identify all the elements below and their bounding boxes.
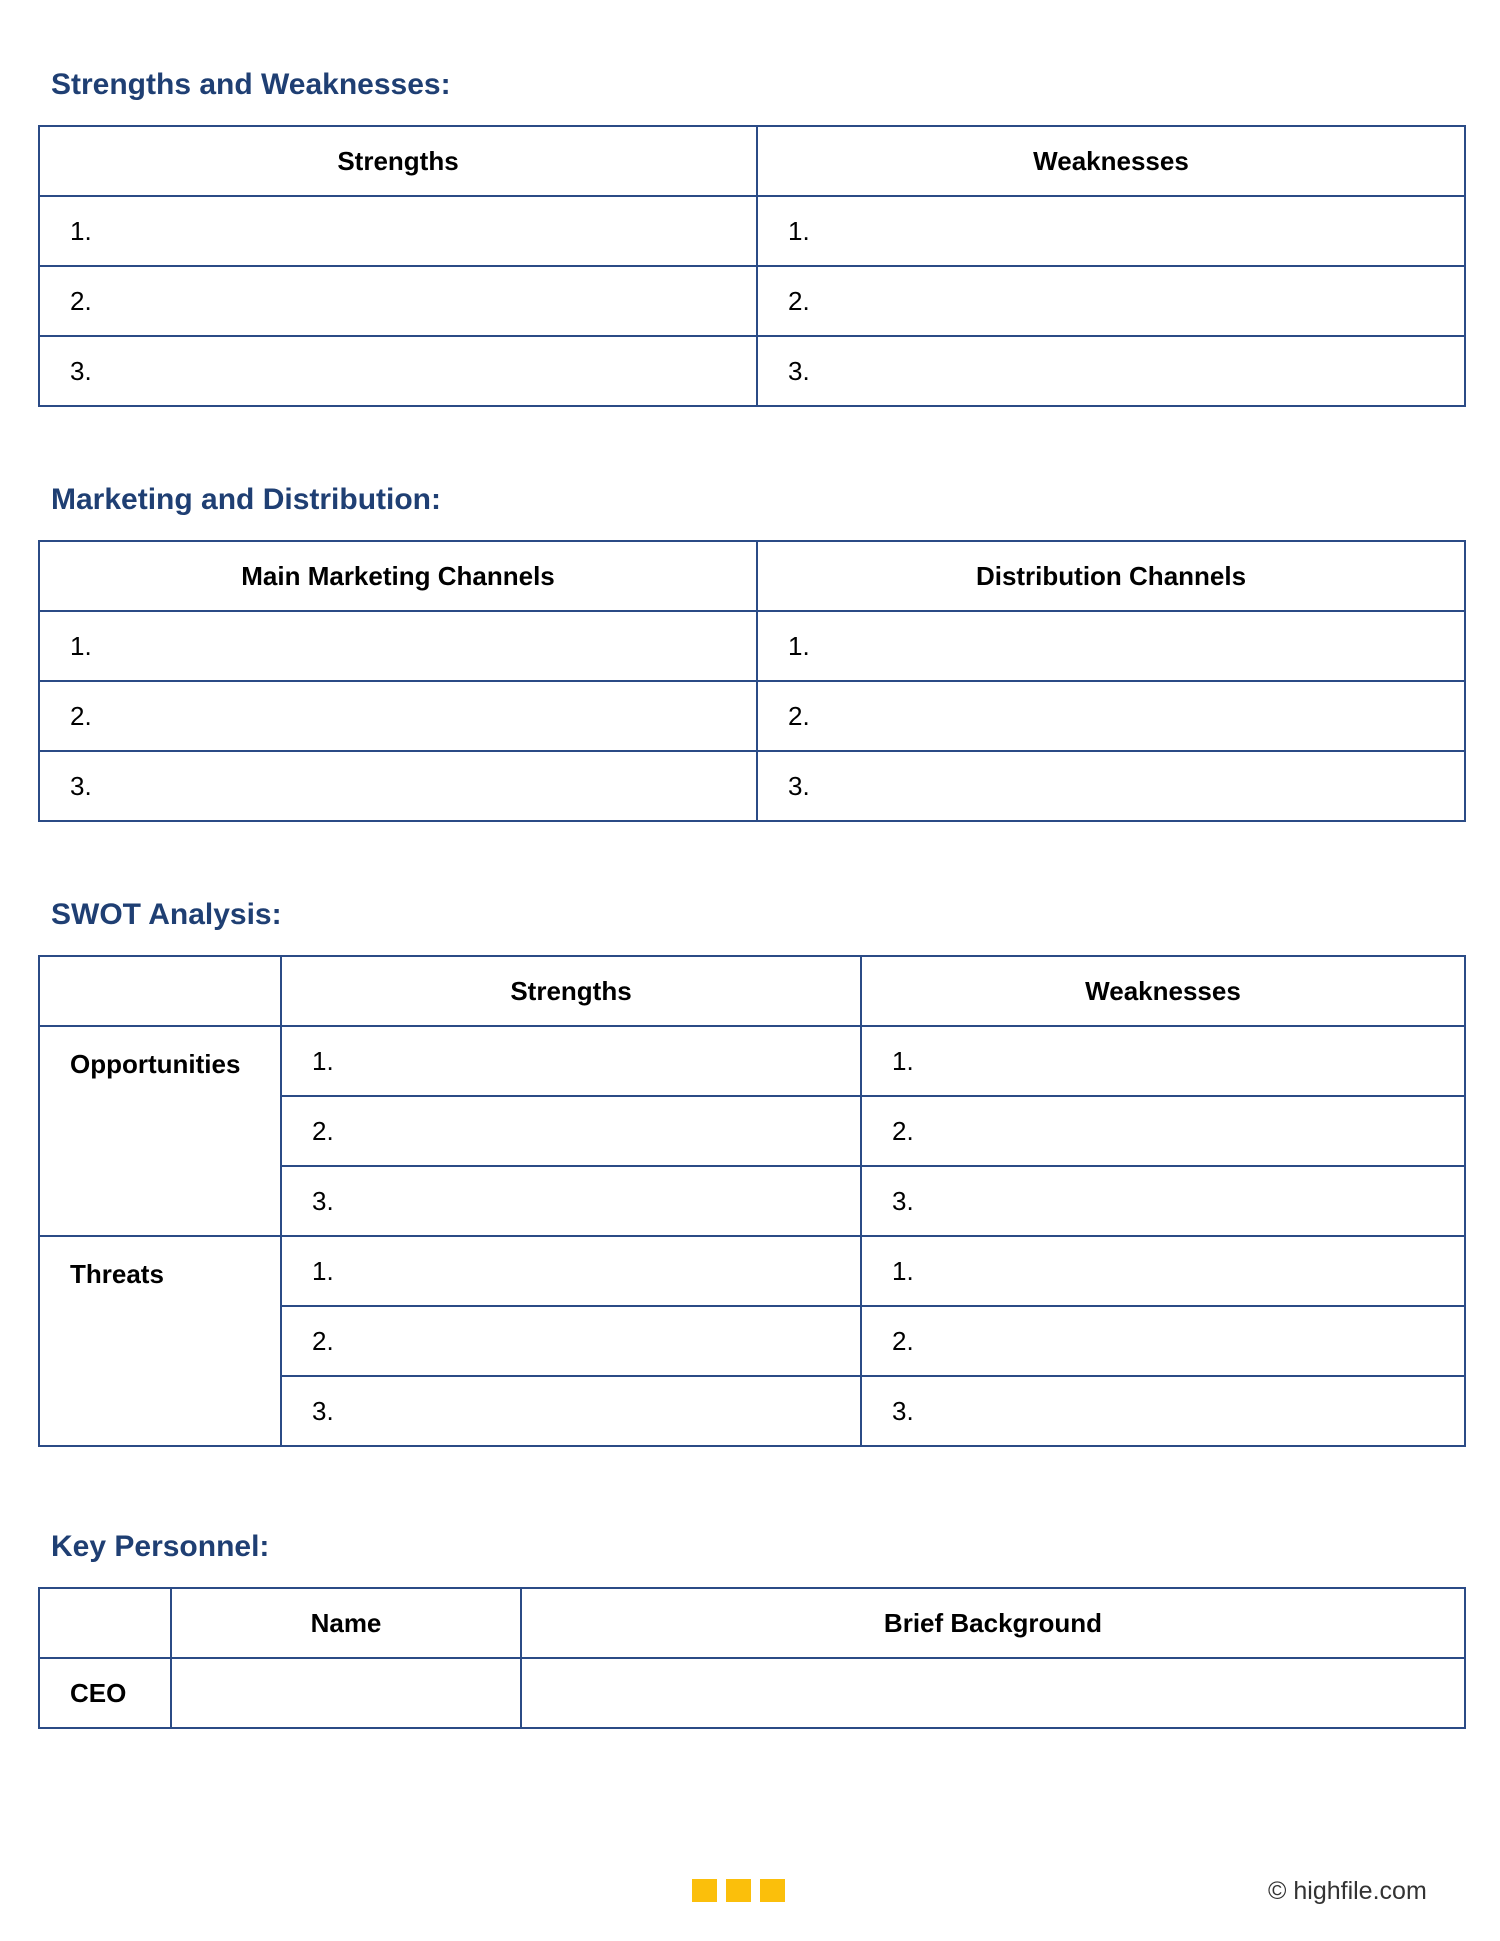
table-cell[interactable]: 2. [757,266,1465,336]
corner-cell [39,1588,171,1658]
table-cell[interactable]: 2. [861,1306,1465,1376]
column-header: Name [171,1588,521,1658]
personnel-table [38,1587,1466,1729]
corner-cell [39,956,281,1026]
section-title-marketing: Marketing and Distribution: [51,483,441,516]
table-cell[interactable]: 2. [861,1096,1465,1166]
name-cell[interactable] [171,1658,521,1728]
table-cell[interactable]: 3. [861,1376,1465,1446]
table-cell[interactable]: 1. [281,1236,861,1306]
column-header: Strengths [39,126,757,196]
table-row [39,751,1465,821]
table-cell[interactable]: 2. [39,266,757,336]
section-title-swot: SWOT Analysis: [51,898,282,931]
row-header-threats: Threats [39,1236,281,1446]
swot-table [38,955,1466,1447]
table-cell[interactable]: 1. [39,196,757,266]
table-cell[interactable]: 1. [861,1026,1465,1096]
table-header-row [39,541,1465,611]
table-row [39,1658,1465,1728]
table-cell[interactable]: 3. [39,336,757,406]
column-header: Distribution Channels [757,541,1465,611]
dot-icon [692,1879,717,1902]
background-cell[interactable] [521,1658,1465,1728]
table-cell[interactable]: 3. [757,751,1465,821]
table-cell[interactable]: 1. [861,1236,1465,1306]
table-header-row [39,956,1465,1026]
table-cell[interactable]: 3. [757,336,1465,406]
table-header-row [39,126,1465,196]
column-header: Brief Background [521,1588,1465,1658]
marketing-table [38,540,1466,822]
table-row [39,196,1465,266]
row-header-ceo: CEO [39,1658,171,1728]
column-header: Main Marketing Channels [39,541,757,611]
footer-dots [692,1879,785,1902]
table-cell[interactable]: 3. [281,1376,861,1446]
table-row [39,681,1465,751]
column-header: Weaknesses [861,956,1465,1026]
table-cell[interactable]: 3. [281,1166,861,1236]
table-cell[interactable]: 1. [757,611,1465,681]
column-header: Strengths [281,956,861,1026]
table-cell[interactable]: 1. [757,196,1465,266]
table-row [39,1026,1465,1096]
dot-icon [760,1879,785,1902]
table-row [39,336,1465,406]
dot-icon [726,1879,751,1902]
section-title-strengths-weaknesses: Strengths and Weaknesses: [51,68,451,101]
section-title-personnel: Key Personnel: [51,1530,270,1563]
table-cell[interactable]: 1. [39,611,757,681]
copyright-text: © highfile.com [1268,1877,1427,1905]
table-row [39,1236,1465,1306]
table-row [39,266,1465,336]
table-cell[interactable]: 1. [281,1026,861,1096]
table-cell[interactable]: 2. [39,681,757,751]
table-header-row [39,1588,1465,1658]
table-row [39,611,1465,681]
strengths-weaknesses-table [38,125,1466,407]
column-header: Weaknesses [757,126,1465,196]
table-cell[interactable]: 2. [281,1306,861,1376]
table-cell[interactable]: 2. [757,681,1465,751]
table-cell[interactable]: 2. [281,1096,861,1166]
table-cell[interactable]: 3. [861,1166,1465,1236]
row-header-opportunities: Opportunities [39,1026,281,1236]
table-cell[interactable]: 3. [39,751,757,821]
